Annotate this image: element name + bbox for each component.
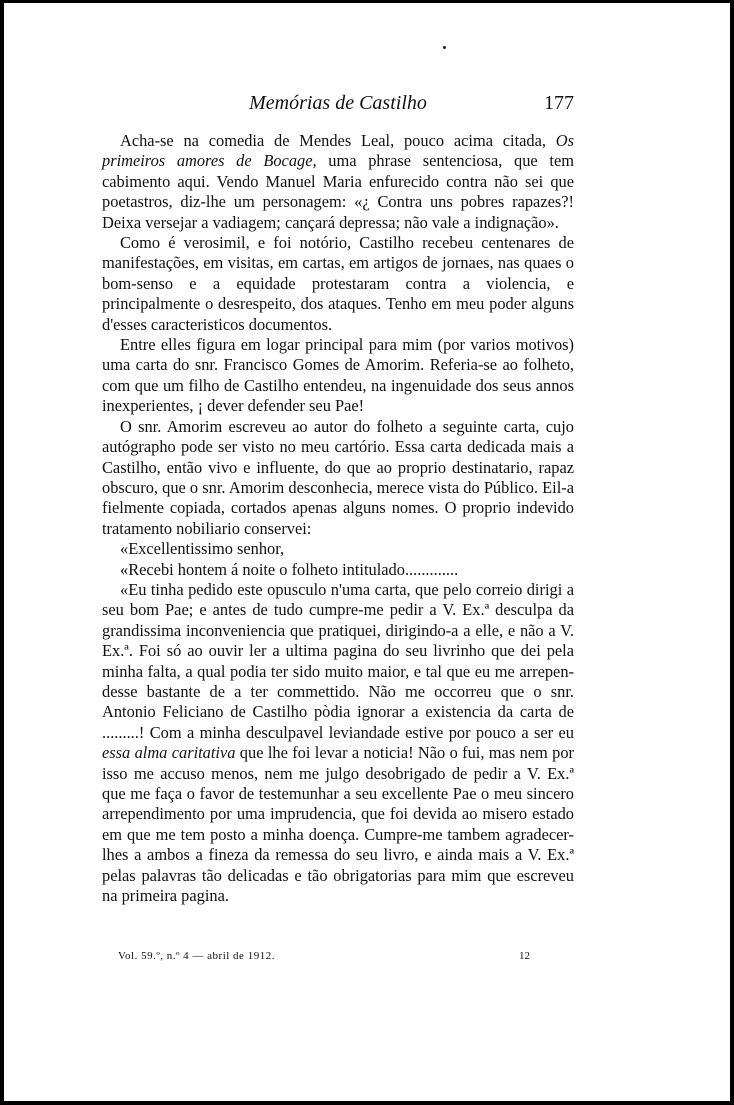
page-footer <box>102 950 574 968</box>
volume-line: Vol. 59.º, n.º 4 — abril de 1912. <box>118 950 275 962</box>
paragraph: Acha-se na comedia de Mendes Leal, pouco acima citada, Os primeiros amores de Bocage, uma phrase sentenciosa, que tem cabimento aqui. Vendo Manuel Maria enfurecido contra não sei que poetastros, diz-lhe um personagem: «¿ Contra uns pobres rapazes?! Deixa versejar a vadiagem; cançará depressa; não vale a indignação». <box>102 131 574 232</box>
body-text <box>102 131 574 906</box>
letter-paragraph: «Eu tinha pedido este opusculo n'uma carta, que pelo correio dirigi a seu bom Pae; e antes de tudo cumpre-me pedir a V. Ex.ª desculpa da grandissima inconveniencia que pratiquei, dirigindo-a a elle, e não a V. Ex.ª. Foi só ao ouvir ler a ultima pagina do seu livrinho que dei pela minha falta, a qual podia ter sido muito maior, e tal que eu me arrependesse bastante de a ter commettido. Não me occorreu que o snr. Antonio Feliciano de Castilho pòdia ignorar a existencia da carta de .........! Com a minha desculpavel leviandade estive por pouco a ser eu essa alma caritativa que lhe foi levar a noticia! Não o fui, mas nem por isso me accuso menos, nem me julgo desobrigado de pedir a V. Ex.ª que me faça o favor de testemunhar a seu excellente Pae o meu sincero arrependimento por uma imprudencia, que foi devida ao misero estado em que me tem posto a minha doença. Cumpre-me tambem agradecer-lhes a ambos a fineza da remessa do seu livro, e ainda mais a V. Ex.ª pelas palavras tão delicadas e tão obrigatorias para mim que escreveu na primeira pagina. <box>102 579 574 906</box>
paragraph: Entre elles figura em logar principal para mim (por varios motivos) uma carta do snr. Francisco Gomes de Amorim. Referia-se ao folheto, com que um filho de Castilho entendeu, na ingenuidade dos seus annos inexperientes, ¡ dever defender seu Pae! <box>102 335 574 416</box>
signature-mark: 12 <box>519 950 530 962</box>
running-head <box>102 92 574 116</box>
letter-salutation: «Excellentissimo senhor, <box>120 539 285 559</box>
paragraph: O snr. Amorim escreveu ao autor do folheto a seguinte carta, cujo autógrapho pode ser visto no meu cartório. Essa carta dedicada mais a Castilho, então vivo e influente, do que ao proprio destinatario, rapaz obscuro, que o snr. Amorim desconhecia, merece vista do Público. Eil-a fielmente copiada, cortados apenas alguns nomes. O proprio indevido tratamento nobiliario conservei: <box>102 416 574 538</box>
ink-speck <box>443 46 446 49</box>
page-number: 177 <box>544 92 574 114</box>
running-title: Memórias de Castilho <box>249 92 427 114</box>
italic-title: Os primeiros amores de Bocage, <box>102 131 574 171</box>
paragraph: Como é verosimil, e foi notório, Castilho recebeu centenares de manifestações, em visitas, em cartas, em artigos de jornaes, nas quaes o bom-senso e a equidade protestaram contra a violencia, e principalmente o desrespeito, dos ataques. Tenho em meu poder alguns d'esses caracteristicos documentos. <box>102 233 574 334</box>
italic-phrase: essa alma caritativa <box>102 743 236 763</box>
letter-paragraph: «Recebi hontem á noite o folheto intitulado............. <box>120 559 459 579</box>
